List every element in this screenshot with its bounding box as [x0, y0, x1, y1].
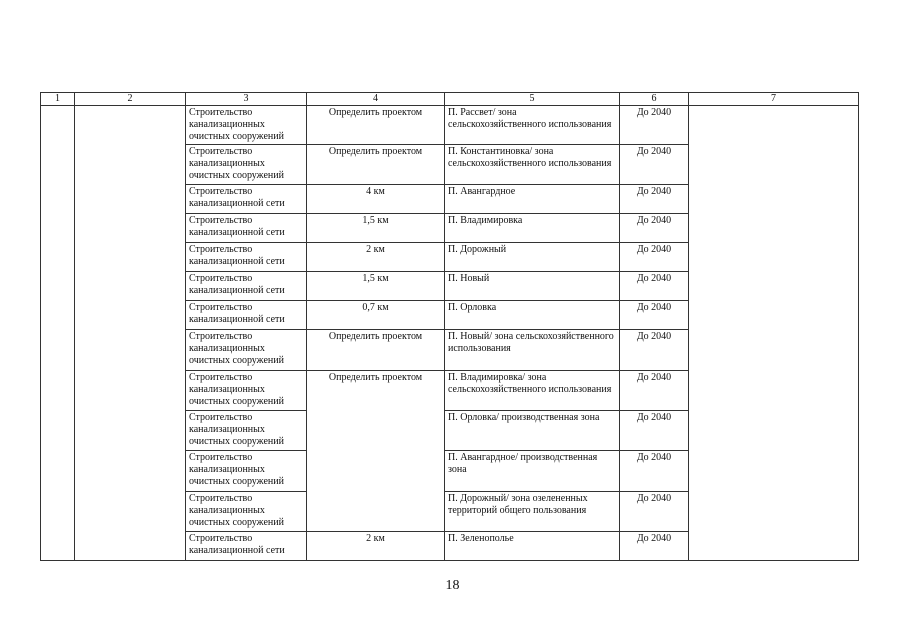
- object-cell: Строительство канализационной сети: [186, 301, 307, 330]
- location-cell: П. Зеленополье: [445, 532, 620, 561]
- location-cell: П. Рассвет/ зона сельскохозяйственного использования: [445, 106, 620, 145]
- object-cell: Строительство канализационной сети: [186, 214, 307, 243]
- term-cell: До 2040: [620, 532, 689, 561]
- object-cell: Строительство канализационной сети: [186, 272, 307, 301]
- object-cell: Строительство канализационной сети: [186, 243, 307, 272]
- location-cell: П. Новый: [445, 272, 620, 301]
- object-cell: Строительство канализационных очистных сооружений: [186, 371, 307, 411]
- parameter-cell: 2 км: [307, 243, 445, 272]
- location-cell: П. Константиновка/ зона сельскохозяйственного использования: [445, 145, 620, 185]
- column-2-cell: [75, 106, 186, 561]
- column-number-5: 5: [445, 93, 620, 106]
- parameter-cell: Определить проектом: [307, 330, 445, 371]
- object-cell: Строительство канализационных очистных сооружений: [186, 106, 307, 145]
- term-cell: До 2040: [620, 214, 689, 243]
- term-cell: До 2040: [620, 371, 689, 411]
- location-cell: П. Орловка: [445, 301, 620, 330]
- table-row: [41, 106, 859, 145]
- column-number-7: 7: [689, 93, 859, 106]
- object-cell: Строительство канализационных очистных сооружений: [186, 411, 307, 451]
- object-cell: Строительство канализационной сети: [186, 532, 307, 561]
- object-cell: Строительство канализационной сети: [186, 185, 307, 214]
- location-cell: П. Орловка/ производственная зона: [445, 411, 620, 451]
- term-cell: До 2040: [620, 185, 689, 214]
- column-number-4: 4: [307, 93, 445, 106]
- parameter-cell: 4 км: [307, 185, 445, 214]
- parameter-cell: 1,5 км: [307, 272, 445, 301]
- object-cell: Строительство канализационных очистных сооружений: [186, 145, 307, 185]
- column-number-1: 1: [41, 93, 75, 106]
- parameter-cell: 1,5 км: [307, 214, 445, 243]
- column-number-6: 6: [620, 93, 689, 106]
- planning-table: [40, 92, 859, 561]
- page-number: 18: [445, 578, 460, 593]
- term-cell: До 2040: [620, 272, 689, 301]
- object-cell: Строительство канализационных очистных сооружений: [186, 492, 307, 532]
- term-cell: До 2040: [620, 106, 689, 145]
- term-cell: До 2040: [620, 330, 689, 371]
- parameter-cell: 2 км: [307, 532, 445, 561]
- table-header-row: [41, 93, 859, 106]
- parameter-cell: Определить проектом: [307, 106, 445, 145]
- parameter-cell-merged: Определить проектом: [307, 371, 445, 532]
- column-1-cell: [41, 106, 75, 561]
- location-cell: П. Авангардное: [445, 185, 620, 214]
- location-cell: П. Дорожный: [445, 243, 620, 272]
- term-cell: До 2040: [620, 301, 689, 330]
- parameter-cell: Определить проектом: [307, 145, 445, 185]
- parameter-cell: 0,7 км: [307, 301, 445, 330]
- column-number-3: 3: [186, 93, 307, 106]
- object-cell: Строительство канализационных очистных сооружений: [186, 451, 307, 492]
- location-cell: П. Владимировка: [445, 214, 620, 243]
- object-cell: Строительство канализационных очистных сооружений: [186, 330, 307, 371]
- term-cell: До 2040: [620, 411, 689, 451]
- term-cell: До 2040: [620, 451, 689, 492]
- term-cell: До 2040: [620, 492, 689, 532]
- location-cell: П. Владимировка/ зона сельскохозяйственного использования: [445, 371, 620, 411]
- location-cell: П. Авангардное/ производственная зона: [445, 451, 620, 492]
- column-number-2: 2: [75, 93, 186, 106]
- column-7-cell: [689, 106, 859, 561]
- location-cell: П. Новый/ зона сельскохозяйственного использования: [445, 330, 620, 371]
- term-cell: До 2040: [620, 145, 689, 185]
- location-cell: П. Дорожный/ зона озелененных территорий общего пользования: [445, 492, 620, 532]
- term-cell: До 2040: [620, 243, 689, 272]
